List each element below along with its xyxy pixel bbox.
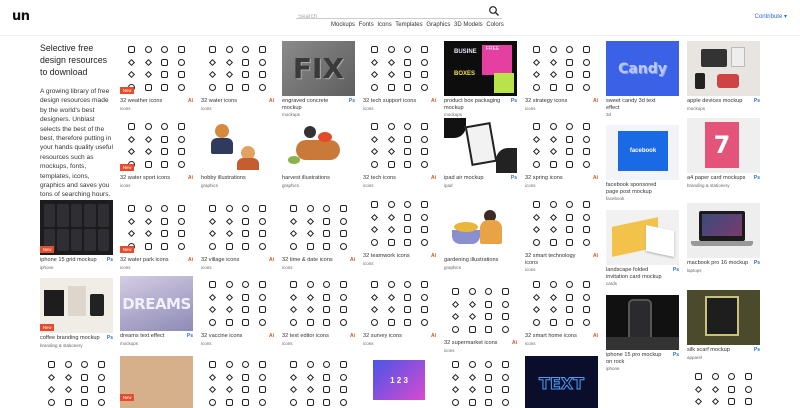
photoshop-badge: Ps [672, 267, 679, 273]
card-category[interactable]: icons [525, 267, 536, 273]
card-thumbnail[interactable]: TEXT [525, 356, 598, 408]
card-category[interactable]: icons [120, 264, 131, 270]
card-thumbnail[interactable] [525, 196, 598, 251]
card-thumbnail[interactable] [120, 118, 193, 173]
resource-card-32-spring-icons[interactable] [525, 118, 598, 188]
resource-card-sweet-candy-3d-text-effect[interactable] [606, 41, 679, 118]
card-thumbnail[interactable] [282, 356, 355, 408]
card-title[interactable] [282, 175, 344, 189]
card-title-text[interactable]: harvest illustrations [282, 175, 330, 181]
illustrator-badge: Ai [269, 98, 274, 104]
card-title-text[interactable]: 32 water sport icons [120, 175, 171, 181]
card-category[interactable]: icons [201, 340, 212, 346]
resource-card-ipad-air-mockup[interactable] [444, 118, 517, 188]
photoshop-badge: Ps [753, 175, 760, 181]
resource-card-32-water-icons[interactable] [201, 41, 274, 111]
card-title[interactable] [687, 347, 749, 361]
card-thumbnail[interactable] [444, 118, 517, 173]
card-title[interactable] [201, 175, 263, 189]
card-thumbnail[interactable] [40, 278, 113, 333]
resource-card-32-water-sport-icons[interactable] [120, 118, 193, 188]
card-title[interactable] [282, 98, 344, 119]
resource-card-32-survey-icons[interactable] [363, 276, 436, 346]
card-thumbnail[interactable] [687, 41, 760, 96]
nav-3d-models[interactable]: 3D Models [454, 22, 483, 28]
resource-card-facebook-sponsored-page-post-mockup[interactable] [606, 125, 679, 202]
illustrator-badge: Ai [593, 333, 598, 339]
resource-card-dreams-text-effect[interactable] [120, 276, 193, 346]
card-category[interactable]: ipad [444, 182, 453, 188]
header-divider [0, 35, 800, 36]
resource-card-iphone-15-grid-mockup[interactable] [40, 200, 113, 270]
card-title[interactable] [201, 333, 263, 347]
card-title[interactable] [120, 98, 182, 112]
card-category[interactable]: branding & stationery [40, 342, 83, 348]
card-thumbnail[interactable]: BUSINE BOXES FREE [444, 41, 517, 96]
resource-card-32-tech-icons[interactable] [363, 118, 436, 188]
card-thumbnail[interactable] [444, 356, 517, 408]
resource-card-gardening-illustrations[interactable] [444, 200, 517, 270]
card-title-text[interactable]: 32 strategy icons [525, 98, 568, 104]
nav-mockups[interactable]: Mockups [331, 22, 356, 28]
card-title[interactable] [120, 175, 182, 189]
card-title-text[interactable]: 32 tech support icons [363, 98, 417, 104]
card-category[interactable]: cards [606, 281, 618, 287]
card-title[interactable] [201, 257, 263, 271]
card-thumbnail[interactable] [525, 118, 598, 173]
card-category[interactable]: icons [525, 340, 536, 346]
card-thumbnail[interactable]: 1 2 3 [363, 352, 436, 407]
resource-card-partial[interactable] [282, 356, 355, 408]
card-category[interactable]: icons [120, 105, 131, 111]
resource-card-32-village-icons[interactable] [201, 200, 274, 270]
category-nav [331, 22, 506, 28]
card-title-text[interactable]: iphone 15 pro mockup on rock [606, 352, 662, 365]
card-category[interactable]: icons [120, 182, 131, 188]
card-thumbnail[interactable] [282, 276, 355, 331]
illustrator-badge: Ai [188, 175, 193, 181]
card-title-text[interactable]: landscape folded invitation card mockup [606, 267, 662, 280]
card-title-text[interactable]: silk scarf mockup [687, 347, 730, 353]
card-title[interactable] [282, 257, 344, 271]
card-title-text[interactable]: 32 water park icons [120, 257, 169, 263]
search-bar [296, 5, 502, 19]
card-title[interactable] [363, 333, 425, 347]
card-category[interactable]: branding & stationery [687, 182, 730, 188]
new-badge: New [120, 394, 134, 401]
card-thumbnail[interactable] [687, 368, 760, 408]
card-thumbnail[interactable] [282, 118, 355, 173]
card-title-text[interactable]: 32 smart home icons [525, 333, 577, 339]
card-title[interactable] [40, 335, 102, 349]
card-title-text[interactable]: iphone 15 grid mockup [40, 257, 97, 263]
card-title[interactable] [525, 98, 587, 112]
photoshop-badge: Ps [753, 347, 760, 353]
card-thumbnail[interactable] [282, 41, 355, 96]
illustrator-badge: Ai [188, 98, 193, 104]
photoshop-badge: Ps [106, 257, 113, 263]
photoshop-badge: Ps [348, 98, 355, 104]
card-title[interactable] [687, 175, 749, 189]
card-title[interactable] [363, 253, 425, 267]
new-badge: New [40, 324, 54, 331]
resource-card-partial[interactable] [120, 356, 193, 408]
card-title-text[interactable]: product box packaging mockup [444, 98, 501, 111]
intro-text: A growing library of free design resources made by the world's best designers. Unblast selects the best of the best, therefore putting in your hands quality useful resources such as mockups, fonts, templates, icons, graphics and saves you tons of searching hours. [40, 88, 113, 199]
card-title-text[interactable]: sweet candy 3d text effect [606, 98, 656, 111]
resource-card-32-water-park-icons[interactable] [120, 200, 193, 270]
resource-card-partial[interactable] [687, 368, 760, 408]
card-title-text[interactable]: 32 text editor icons [282, 333, 329, 339]
resource-card-32-smart-technology-icons[interactable] [525, 196, 598, 273]
illustrator-badge: Ai [188, 257, 193, 263]
illustrator-badge: Ai [593, 98, 598, 104]
new-badge: New [120, 164, 134, 171]
resource-card-partial[interactable] [363, 352, 436, 407]
card-title-text[interactable]: ipad air mockup [444, 175, 484, 181]
resource-card-iphone-15-pro-mockup-on-rock[interactable] [606, 295, 679, 372]
card-title-text[interactable]: 32 supermarket icons [444, 340, 498, 346]
nav-icons[interactable]: Icons [377, 22, 392, 28]
resource-card-32-vaccine-icons[interactable] [201, 276, 274, 346]
card-title[interactable] [363, 175, 425, 189]
card-category[interactable]: icons [525, 182, 536, 188]
new-badge: New [120, 246, 134, 253]
card-title[interactable] [687, 98, 749, 112]
resource-card-silk-scarf-mockup[interactable] [687, 290, 760, 360]
illustrator-badge: Ai [269, 257, 274, 263]
card-category[interactable]: icons [444, 347, 455, 353]
card-title[interactable] [606, 98, 668, 119]
resource-card-32-strategy-icons[interactable] [525, 41, 598, 111]
resource-card-a4-paper-card-mockups[interactable] [687, 118, 760, 188]
card-category[interactable]: mockups [444, 112, 463, 118]
photoshop-badge: Ps [186, 333, 193, 339]
illustrator-badge: Ai [431, 253, 436, 259]
illustrator-badge: Ai [593, 253, 598, 259]
card-category[interactable]: graphics [282, 182, 300, 188]
card-title[interactable] [525, 175, 587, 189]
card-thumbnail[interactable] [606, 210, 679, 265]
new-badge: New [40, 246, 54, 253]
card-thumbnail[interactable] [40, 356, 113, 408]
resource-card-partial[interactable] [525, 356, 598, 408]
photoshop-badge: Ps [753, 260, 760, 266]
resource-card-product-box-packaging-mockup[interactable] [444, 41, 517, 118]
card-title-text[interactable]: 32 teamwork icons [363, 253, 410, 259]
resource-card-32-time-date-icons[interactable] [282, 200, 355, 270]
card-title-text[interactable]: coffee branding mockup [40, 335, 100, 341]
card-title[interactable] [525, 253, 587, 274]
photoshop-badge: Ps [510, 98, 517, 104]
card-category[interactable]: icons [201, 105, 212, 111]
illustrator-badge: Ai [269, 333, 274, 339]
resource-card-32-teamwork-icons[interactable] [363, 196, 436, 266]
card-thumbnail[interactable] [120, 356, 193, 408]
resource-card-partial[interactable] [201, 356, 274, 408]
card-thumbnail[interactable] [201, 276, 274, 331]
card-thumbnail[interactable] [201, 118, 274, 173]
card-thumbnail[interactable] [201, 41, 274, 96]
card-title-text[interactable]: 32 time & date icons [282, 257, 333, 263]
card-category[interactable]: 3d [606, 112, 612, 118]
card-category[interactable]: icons [525, 105, 536, 111]
card-title-text[interactable]: 32 smart technology icons [525, 253, 576, 266]
resource-card-hobby-illustrations[interactable] [201, 118, 274, 188]
card-thumbnail[interactable] [282, 200, 355, 255]
card-title-text[interactable]: facebook sponsored page post mockup [606, 182, 657, 195]
card-category[interactable]: icons [363, 182, 374, 188]
card-category[interactable]: laptops [687, 267, 702, 273]
photoshop-badge: Ps [753, 98, 760, 104]
card-thumbnail[interactable] [363, 41, 436, 96]
card-title[interactable] [444, 257, 506, 271]
resource-card-engraved-concrete-mockup[interactable] [282, 41, 355, 118]
card-thumbnail[interactable] [525, 276, 598, 331]
card-thumbnail[interactable] [606, 295, 679, 350]
illustrator-badge: Ai [350, 333, 355, 339]
resource-card-coffee-branding-mockup[interactable] [40, 278, 113, 348]
photoshop-badge: Ps [672, 352, 679, 358]
card-thumbnail[interactable]: Candy [606, 41, 679, 96]
card-title-text[interactable]: 32 vaccine icons [201, 333, 243, 339]
resource-card-apple-devices-mockup[interactable] [687, 41, 760, 111]
card-title-text[interactable]: 32 water icons [201, 98, 238, 104]
card-category[interactable]: iphone [40, 264, 54, 270]
resource-card-harvest-illustrations[interactable] [282, 118, 355, 188]
card-thumbnail[interactable]: DREAMS [120, 276, 193, 331]
card-title-text[interactable]: macbook pro 16 mockup [687, 260, 749, 266]
card-thumbnail[interactable] [120, 200, 193, 255]
new-badge: New [120, 87, 134, 94]
card-title[interactable] [363, 98, 425, 112]
illustrator-badge: Ai [431, 175, 436, 181]
card-category[interactable]: icons [363, 105, 374, 111]
illustrator-badge: Ai [431, 333, 436, 339]
card-thumbnail[interactable] [444, 200, 517, 255]
site-logo[interactable]: un [12, 9, 30, 24]
card-title[interactable] [120, 333, 182, 347]
card-category[interactable]: mockups [120, 340, 139, 346]
card-thumbnail[interactable] [40, 200, 113, 255]
card-title-text[interactable]: hobby illustrations [201, 175, 246, 181]
photoshop-badge: Ps [106, 335, 113, 341]
card-thumbnail[interactable] [201, 356, 274, 408]
resource-card-partial[interactable] [40, 356, 113, 408]
card-category[interactable]: facebook [606, 196, 625, 202]
nav-graphics[interactable]: Graphics [426, 22, 451, 28]
card-thumbnail[interactable] [363, 118, 436, 173]
card-thumbnail[interactable]: facebook [606, 125, 679, 180]
nav-templates[interactable]: Templates [395, 22, 423, 28]
card-category[interactable]: apparel [687, 354, 703, 360]
card-title[interactable] [201, 98, 263, 112]
intro-heading: Selective free design resources to download [40, 43, 107, 77]
card-title[interactable] [606, 352, 668, 373]
card-title-text[interactable]: 32 tech icons [363, 175, 396, 181]
card-title[interactable] [606, 182, 668, 203]
contribute-button[interactable]: Contribute ▾ [754, 14, 787, 20]
illustrator-badge: Ai [512, 340, 517, 346]
card-category[interactable]: icons [282, 340, 293, 346]
card-thumbnail[interactable]: 7 [687, 118, 760, 173]
resource-card-32-weather-icons[interactable] [120, 41, 193, 111]
card-title[interactable] [525, 333, 587, 347]
resource-card-landscape-folded-invitation-card-mockup[interactable] [606, 210, 679, 287]
card-title[interactable] [40, 257, 102, 271]
card-title[interactable] [444, 340, 506, 354]
card-category[interactable]: mockups [282, 112, 301, 118]
card-title-text[interactable]: engraved concrete mockup [282, 98, 329, 111]
card-thumbnail[interactable] [444, 283, 517, 338]
card-title-text[interactable]: 32 survey icons [363, 333, 402, 339]
intro-panel [40, 42, 115, 200]
card-title-text[interactable]: 32 village icons [201, 257, 240, 263]
nav-colors[interactable]: Colors [486, 22, 504, 28]
card-thumbnail[interactable] [525, 41, 598, 96]
card-title[interactable] [444, 175, 506, 189]
card-category[interactable]: icons [363, 340, 374, 346]
illustrator-badge: Ai [431, 98, 436, 104]
resource-card-32-supermarket-icons[interactable] [444, 283, 517, 353]
resource-card-32-smart-home-icons[interactable] [525, 276, 598, 346]
resource-card-partial[interactable] [444, 356, 517, 408]
card-category[interactable]: icons [363, 260, 374, 266]
card-thumbnail[interactable] [687, 203, 760, 258]
card-category[interactable]: mockups [687, 105, 706, 111]
card-title[interactable] [120, 257, 182, 271]
card-title[interactable] [687, 260, 749, 274]
card-thumbnail[interactable] [363, 276, 436, 331]
card-category[interactable]: icons [201, 264, 212, 270]
resource-card-macbook-pro-16-mockup[interactable] [687, 203, 760, 273]
card-category[interactable]: graphics [201, 182, 219, 188]
card-title[interactable] [282, 333, 344, 347]
card-title-text[interactable]: gardening illustrations [444, 257, 499, 263]
card-title[interactable] [606, 267, 668, 288]
card-thumbnail[interactable] [201, 200, 274, 255]
card-category[interactable]: graphics [444, 264, 462, 270]
card-title-text[interactable]: apple devices mockup [687, 98, 743, 104]
card-category[interactable]: iphone [606, 366, 620, 372]
illustrator-badge: Ai [350, 257, 355, 263]
illustrator-badge: Ai [593, 175, 598, 181]
resource-card-32-text-editor-icons[interactable] [282, 276, 355, 346]
resource-card-32-tech-support-icons[interactable] [363, 41, 436, 111]
card-thumbnail[interactable] [363, 196, 436, 251]
nav-fonts[interactable]: Fonts [358, 22, 374, 28]
card-title-text[interactable]: a4 paper card mockups [687, 175, 746, 181]
site-header [0, 0, 800, 36]
thumb-text-fix: FIX [292, 52, 345, 85]
card-title-text[interactable]: dreams text effect [120, 333, 165, 339]
search-icon[interactable] [488, 5, 500, 17]
card-title[interactable] [444, 98, 506, 119]
card-title-text[interactable]: 32 spring icons [525, 175, 563, 181]
card-category[interactable]: icons [282, 264, 293, 270]
card-thumbnail[interactable] [687, 290, 760, 345]
photoshop-badge: Ps [510, 175, 517, 181]
card-thumbnail[interactable] [120, 41, 193, 96]
card-title-text[interactable]: 32 weather icons [120, 98, 163, 104]
